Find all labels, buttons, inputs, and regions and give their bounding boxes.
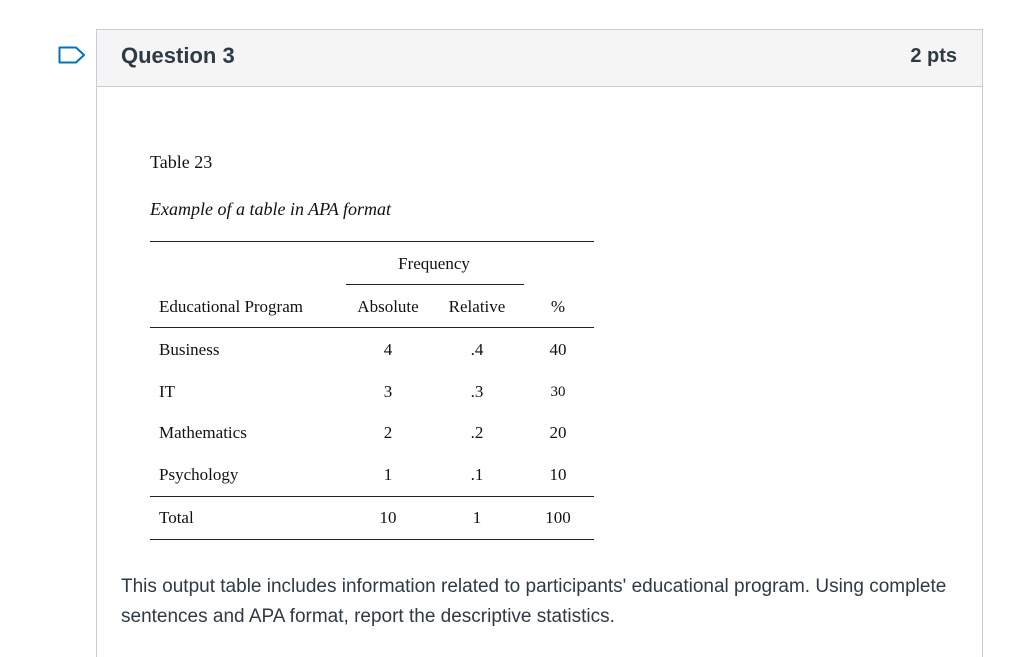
flag-question-icon[interactable] [58,46,86,64]
row-program: Business [159,340,220,359]
row-relative: .2 [470,423,484,442]
row-percent: 10 [549,465,567,484]
row-absolute: 1 [383,465,393,484]
table-top-rule [150,241,594,242]
table-bottom-rule [150,539,594,540]
question-title: Question 3 [121,43,235,68]
row-relative: .3 [470,382,484,401]
row-absolute: 3 [383,382,393,401]
row-program: Psychology [159,465,239,484]
row-absolute: 4 [383,340,393,359]
question-points: 2 pts [910,45,957,67]
total-relative: 1 [472,508,482,527]
header-rule [150,327,594,328]
question-header [97,30,982,87]
row-absolute: 2 [383,423,393,442]
row-program: IT [159,382,176,401]
spanner-header: Frequency [398,254,470,273]
header-percent: % [550,297,566,316]
total-percent: 100 [545,508,571,527]
row-percent: 40 [549,340,567,359]
row-program: Mathematics [159,423,247,442]
header-relative: Relative [448,297,506,316]
total-program: Total [159,508,194,527]
row-relative: .1 [470,465,484,484]
header-absolute: Absolute [357,297,419,316]
spanner-rule [346,284,524,285]
total-rule [150,496,594,497]
table-caption: Example of a table in APA format [150,199,391,219]
header-program: Educational Program [159,297,303,316]
question-card [96,29,983,657]
row-relative: .4 [470,340,484,359]
question-prompt: This output table includes information related to participants' educational program. Using complete sentences and APA format, report the descriptive statistics. [121,576,947,627]
row-percent: 20 [549,423,567,442]
row-percent: 30 [550,384,566,400]
total-absolute: 10 [379,508,397,527]
table-number: Table 23 [150,152,213,172]
